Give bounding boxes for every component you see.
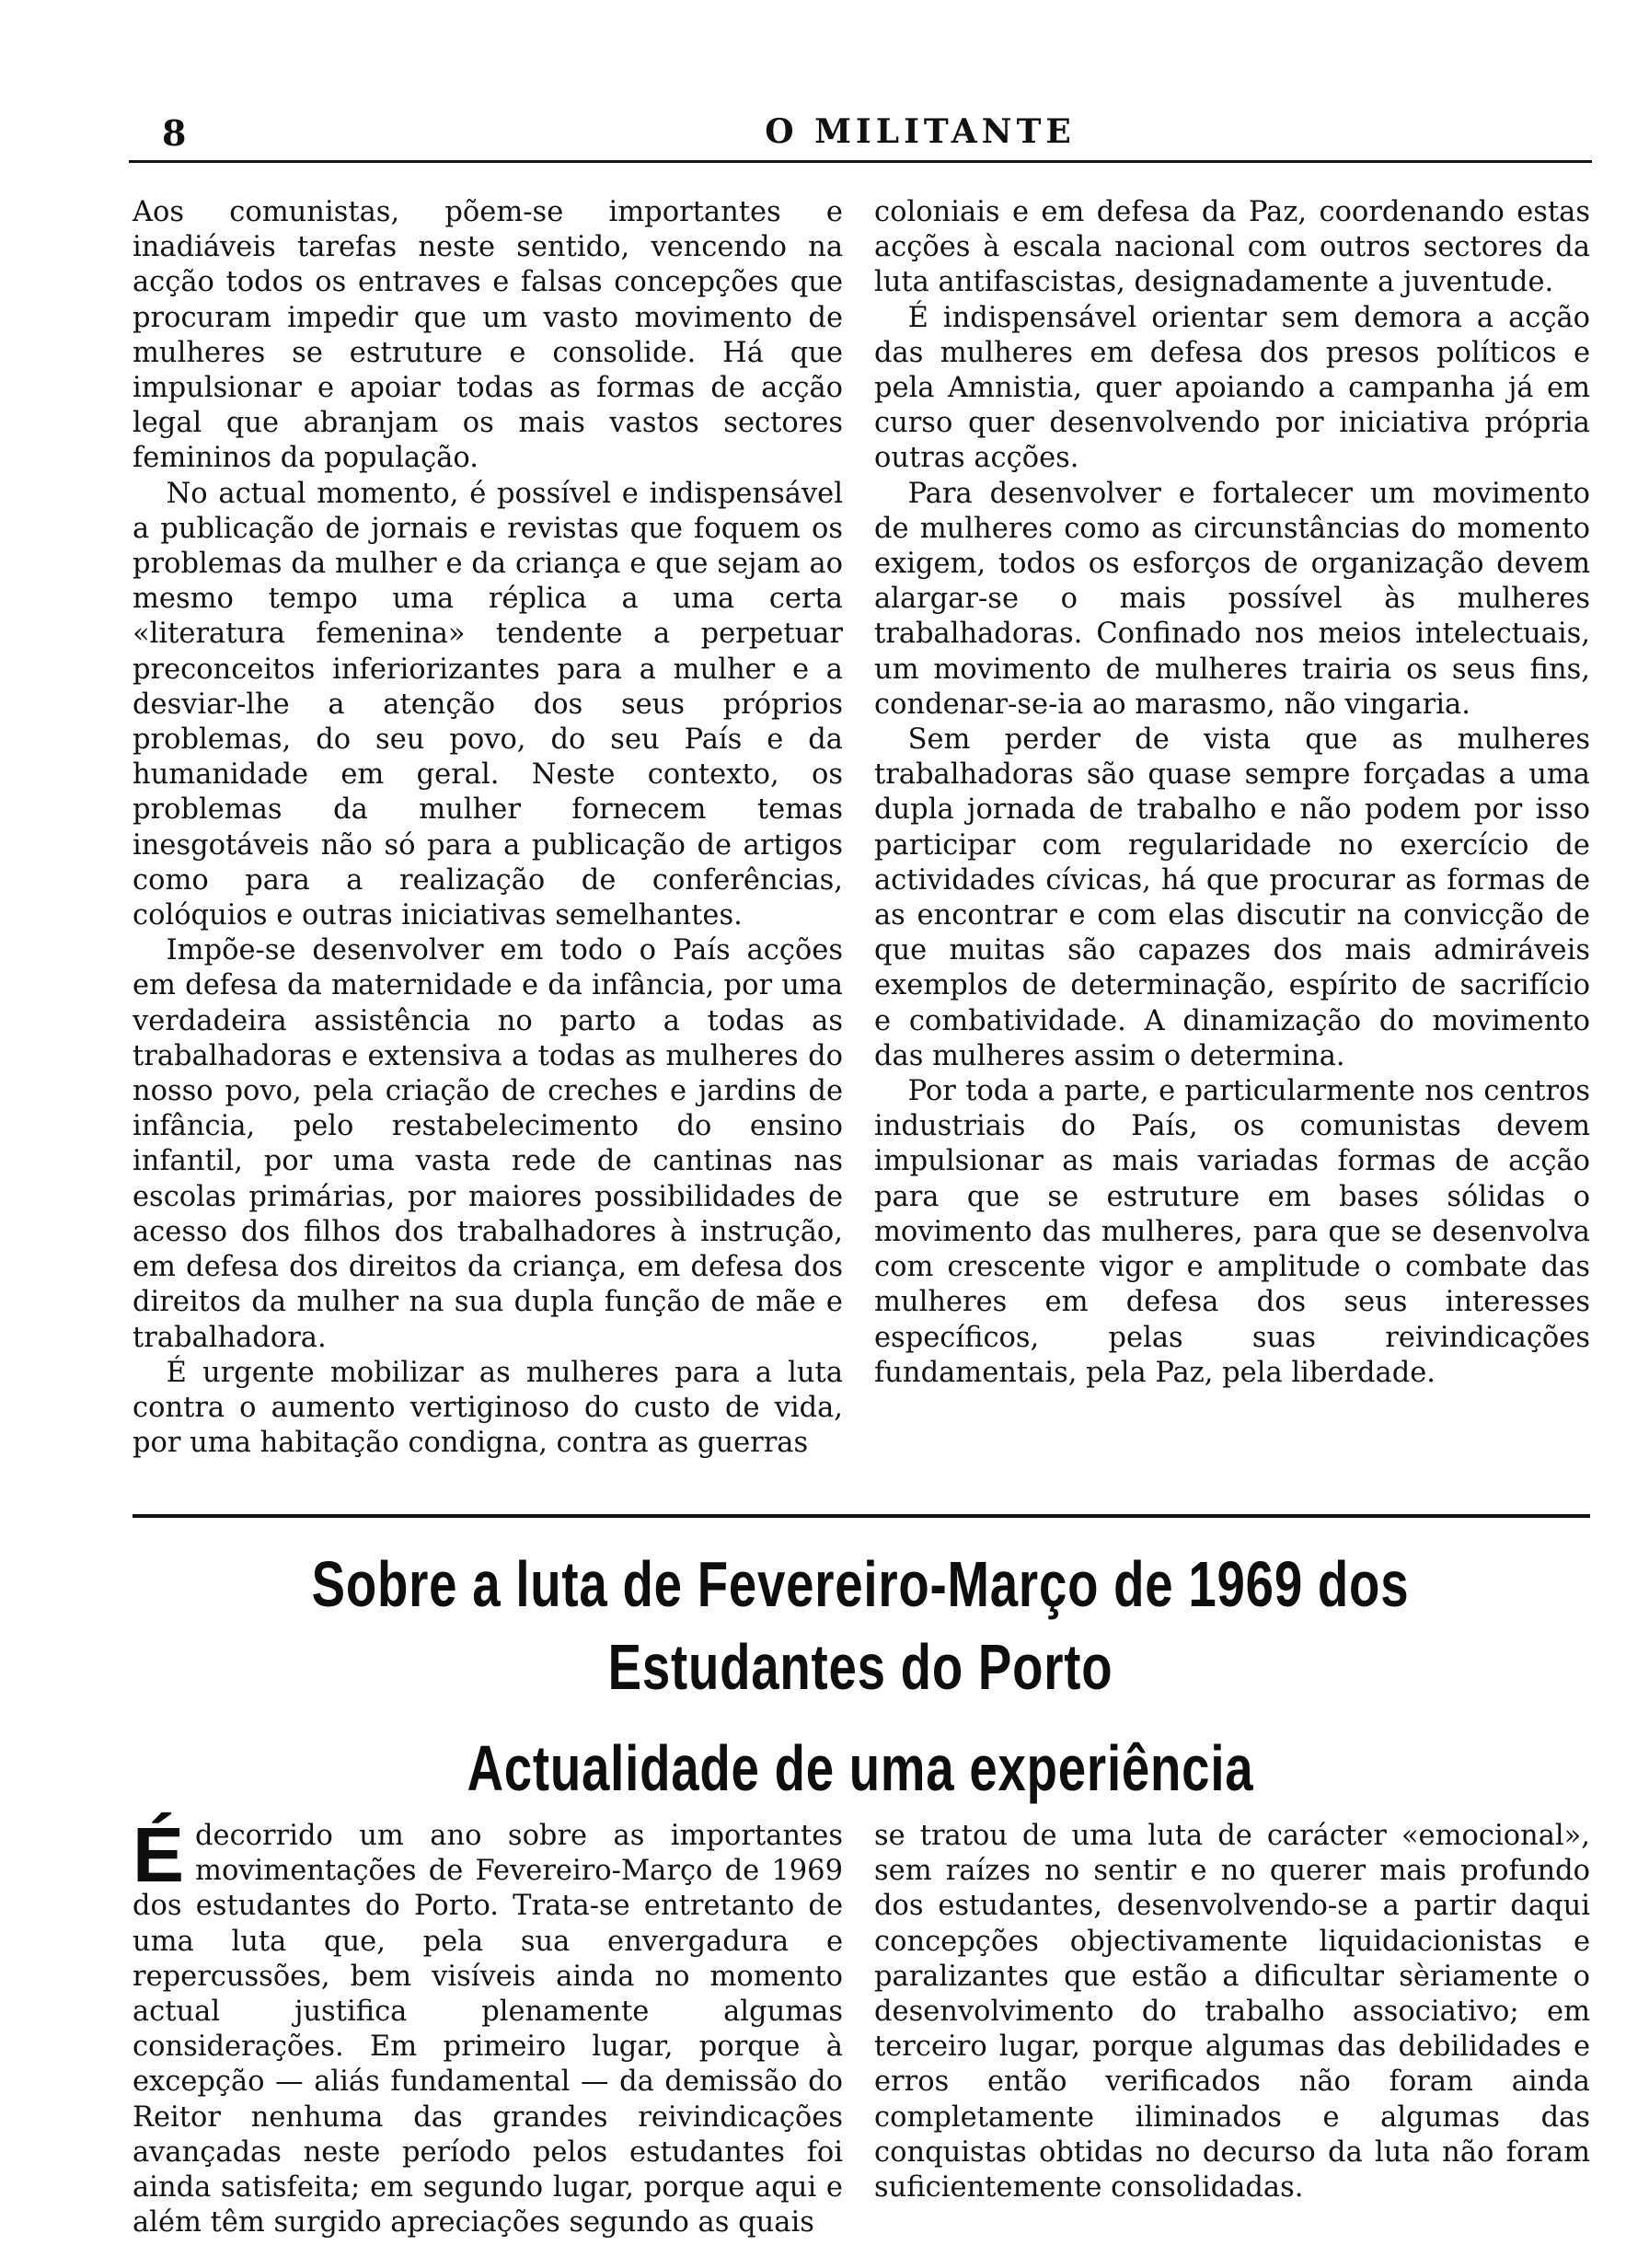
- page-number: 8: [162, 112, 187, 154]
- paragraph: coloniais e em defesa da Paz, coordenando estas acções à escala nacional com outros sectores da luta antifascistas, designadamente a juventude.: [874, 196, 1590, 299]
- article-subheadline: Actualidade de uma experiência: [467, 1732, 1254, 1804]
- drop-cap: É: [133, 1811, 185, 1898]
- paragraph: Aos comunistas, põem-se importantes e inadiáveis tarefas neste sentido, vencendo na acção todos os entraves e falsas concepções que procuram impedir que um vasto movimento de mulheres se estruture e consolide. Há que impulsionar e apoiar todas as formas de acção legal que abranjam os mais vastos sectores femininos da população.: [133, 196, 843, 475]
- paragraph: Sem perder de vista que as mulheres trabalhadoras são quase sempre forçadas a uma dupla jornada de trabalho e não podem por isso participar com regularidade no exercício de actividades cívicas, há que procurar as formas de as encontrar e com elas discutir na convicção de que muitas são capazes dos mais admiráveis exemplos de determinação, espírito de sacrifício e combatividade. A dinamização do movimento das mulheres assim o determina.: [874, 723, 1590, 1072]
- article-headline-line-2: Estudantes do Porto: [607, 1631, 1113, 1703]
- running-header: [129, 109, 1592, 160]
- article-right-column: [874, 1819, 1590, 2205]
- article-opening-paragraph: [133, 1811, 843, 2240]
- paragraph-text: decorrido um ano sobre as importantes movimentações de Fevereiro-Março de 1969 dos estudantes do Porto. Trata-se entretanto de uma luta que, pela sua envergadura e repercussões, bem visíveis ainda no momento actual justifica plenamente algumas considerações. Em primeiro lugar, porque à excepção — aliás fundamental — da demissão do Reitor nenhuma das grandes reivindicações avançadas neste período pelos estudantes foi ainda satisfeita; em segundo lugar, porque aqui e além têm surgido apreciações segundo as quais: [133, 1820, 843, 2239]
- paragraph: Impõe-se desenvolver em todo o País acções em defesa da maternidade e da infância, por uma verdadeira assistência no parto a todas as trabalhadoras e extensiva a todas as mulheres do nosso povo, pela criação de creches e jardins de infância, pelo restabelecimento do ensino infantil, por uma vasta rede de cantinas nas escolas primárias, por maiores possibilidades de acesso dos filhos dos trabalhadores à instrução, em defesa dos direitos da criança, em defesa dos direitos da mulher na sua dupla função de mãe e trabalhadora.: [133, 934, 843, 1354]
- paragraph: Por toda a parte, e particularmente nos centros industriais do País, os comunistas devem impulsionar as mais variadas formas de acção para que se estruture em bases sólidas o movimento das mulheres, para que se desenvolva com crescente vigor e amplitude o combate das mulheres em defesa dos seus interesses específicos, pelas suas reivindicações fundamentais, pela Paz, pela liberdade.: [874, 1075, 1590, 1389]
- article-left-column: [133, 1811, 843, 2240]
- paragraph: É indispensável orientar sem demora a acção das mulheres em defesa dos presos políticos e pela Amnistia, quer apoiando a campanha já em curso quer desenvolvendo por iniciativa própria outras acções.: [874, 301, 1590, 475]
- paragraph: se tratou de uma luta de carácter «emocional», sem raízes no sentir e no querer mais profundo dos estudantes, desenvolvendo-se a partir daqui concepções objectivamente liquidacionistas e paralizantes que estão a dificultar sèriamente o desenvolvimento do trabalho associativo; em terceiro lugar, porque algumas das debilidades e erros então verificados não foram ainda completamente iliminados e algumas das conquistas obtidas no decurso da luta não foram suficientemente consolidadas.: [874, 1820, 1590, 2204]
- paragraph: No actual momento, é possível e indispensável a publicação de jornais e revistas que foquem os problemas da mulher e da criança e que sejam ao mesmo tempo uma réplica a uma certa «literatura femenina» tendente a perpetuar preconceitos inferiorizantes para a mulher e a desviar-lhe a atenção dos seus próprios problemas, do seu povo, do seu País e da humanidade em geral. Neste contexto, os problemas da mulher fornecem temas inesgotáveis não só para a publicação de artigos como para a realização de conferências, colóquios e outras iniciativas semelhantes.: [133, 477, 843, 932]
- article-headline-line-1: Sobre a luta de Fevereiro-Março de 1969 dos: [311, 1548, 1410, 1620]
- header-rule: [129, 160, 1592, 163]
- section-divider: [133, 1514, 1590, 1518]
- paragraph: Para desenvolver e fortalecer um movimento de mulheres como as circunstâncias do momento exigem, todos os esforços de organização devem alargar-se o mais possível às mulheres trabalhadoras. Confinado nos meios intelectuais, um movimento de mulheres trairia os seus fins, condenar-se-ia ao marasmo, não vingaria.: [874, 477, 1590, 721]
- top-right-column: [874, 195, 1590, 1391]
- publication-title: O MILITANTE: [765, 112, 1076, 151]
- top-left-column: [133, 195, 843, 1461]
- paragraph: É urgente mobilizar as mulheres para a luta contra o aumento vertiginoso do custo de vida, por uma habitação condigna, contra as guerras: [133, 1356, 843, 1460]
